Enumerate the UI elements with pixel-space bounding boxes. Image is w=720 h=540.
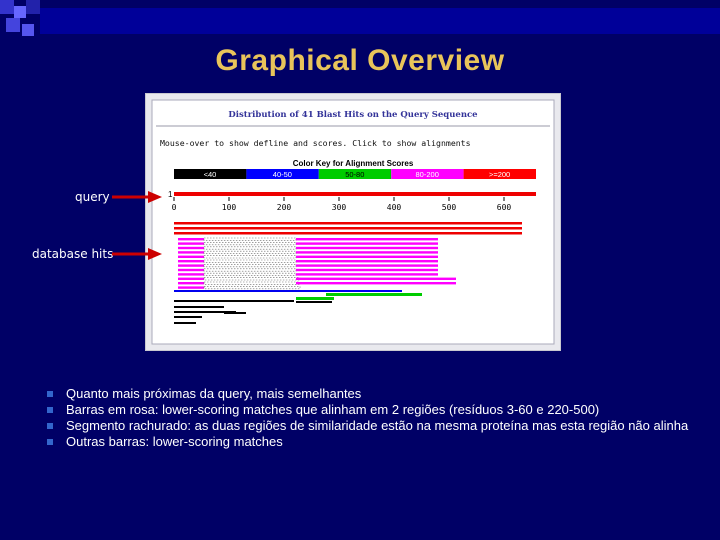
hit-bar-pink[interactable] (296, 251, 438, 253)
header-bar (40, 8, 720, 34)
color-key-label: <40 (203, 170, 217, 179)
hit-bar-black[interactable] (174, 322, 196, 324)
corner-square-decoration (14, 6, 26, 18)
corner-square-decoration (26, 0, 40, 14)
color-key-title: Color Key for Alignment Scores (292, 159, 414, 168)
corner-square-decoration (0, 0, 14, 14)
hit-bar-pink[interactable] (296, 238, 438, 240)
color-key-label: 80-200 (415, 170, 439, 179)
hit-bar-black[interactable] (174, 300, 294, 302)
square-bullet-icon (47, 407, 53, 413)
square-bullet-icon (47, 423, 53, 429)
color-key-label: 40-50 (272, 170, 292, 179)
bullet-list (54, 386, 704, 450)
blast-hits-graphic (146, 94, 560, 350)
hit-bar-pink[interactable] (296, 278, 456, 280)
hatched-segment (204, 260, 296, 262)
hit-bar-pink[interactable] (178, 260, 204, 262)
corner-square-decoration (22, 24, 34, 36)
ruler-tick-label: 400 (386, 203, 402, 212)
square-bullet-icon (47, 391, 53, 397)
blast-heading: Distribution of 41 Blast Hits on the Query Sequence (228, 110, 478, 120)
hit-bar-pink[interactable] (296, 260, 438, 262)
hit-bar-pink[interactable] (296, 282, 456, 284)
hit-bar-pink[interactable] (178, 269, 204, 271)
square-bullet-icon (47, 439, 53, 445)
hit-bar-black[interactable] (296, 301, 332, 303)
bullet-item: Outras barras: lower-scoring matches (54, 434, 704, 450)
color-key-label: 50-80 (345, 170, 365, 179)
hatched-segment (204, 273, 296, 275)
ruler-tick-label: 100 (221, 203, 237, 212)
hit-bar-pink[interactable] (178, 238, 204, 240)
ruler-tick-label: 200 (276, 203, 292, 212)
hatched-segment (204, 282, 300, 284)
color-key-label: >=200 (488, 170, 511, 179)
hatched-segment (204, 247, 296, 249)
hatched-segment (204, 256, 296, 258)
hatched-segment (204, 269, 296, 271)
ruler-tick-label: 500 (441, 203, 457, 212)
slide-title: Graphical Overview (215, 44, 505, 77)
hit-bar-pink[interactable] (178, 273, 204, 275)
database-hits (174, 222, 522, 235)
hatched-segment (204, 242, 296, 244)
hit-bar-pink[interactable] (296, 269, 438, 271)
query-bar (174, 192, 536, 196)
hit-bar-pink[interactable] (296, 242, 438, 244)
hatched-segment (204, 251, 296, 253)
bullet-item: Barras em rosa: lower-scoring matches que alinham em 2 regiões (resíduos 3-60 e 220-500) (54, 402, 704, 418)
bullet-item: Quanto mais próximas da query, mais semelhantes (54, 386, 704, 402)
query-arrow-icon (112, 190, 162, 204)
database-hits-arrow-icon (112, 247, 162, 261)
query-label: query (75, 190, 110, 204)
hit-bar-green[interactable] (326, 293, 422, 296)
hit-bar-pink[interactable] (178, 256, 204, 258)
hit-bar-pink[interactable] (296, 247, 438, 249)
hit-bar-pink[interactable] (178, 286, 204, 288)
hatched-segment (204, 264, 296, 266)
hit-bar-red[interactable] (174, 232, 522, 235)
hit-bar-pink[interactable] (296, 256, 438, 258)
blast-instructions: Mouse-over to show defline and scores. Click to show alignments (160, 138, 471, 148)
ruler-tick-label: 0 (171, 203, 177, 212)
hatched-segment (204, 286, 300, 288)
hit-bar-pink[interactable] (178, 247, 204, 249)
hit-bar-black[interactable] (224, 312, 246, 314)
hit-bar-pink[interactable] (178, 242, 204, 244)
hit-bar-black[interactable] (174, 306, 224, 308)
bullet-item: Segmento rachurado: as duas regiões de similaridade estão na mesma proteína mas esta região não alinha (54, 418, 704, 434)
hit-bar-green[interactable] (296, 297, 334, 300)
hit-bar-pink[interactable] (178, 278, 204, 280)
hit-bar-pink[interactable] (296, 273, 438, 275)
hatched-segment (204, 278, 300, 280)
hit-bar-pink[interactable] (178, 264, 204, 266)
ruler-tick-label: 600 (496, 203, 512, 212)
hit-bar-red[interactable] (174, 227, 522, 230)
hit-bar-pink[interactable] (178, 251, 204, 253)
hit-bar-black[interactable] (174, 316, 202, 318)
corner-square-decoration (6, 18, 20, 32)
hit-bar-pink[interactable] (296, 264, 438, 266)
color-key (174, 169, 536, 179)
query-marker: 1 (168, 190, 173, 199)
database-hits-label: database hits (32, 247, 114, 261)
ruler-tick-label: 300 (331, 203, 347, 212)
hit-bar-pink[interactable] (178, 282, 204, 284)
hit-bar-red[interactable] (174, 222, 522, 225)
hatched-segment (204, 238, 296, 240)
blast-overview-panel (145, 93, 561, 351)
hit-bar-blue[interactable] (174, 290, 402, 292)
